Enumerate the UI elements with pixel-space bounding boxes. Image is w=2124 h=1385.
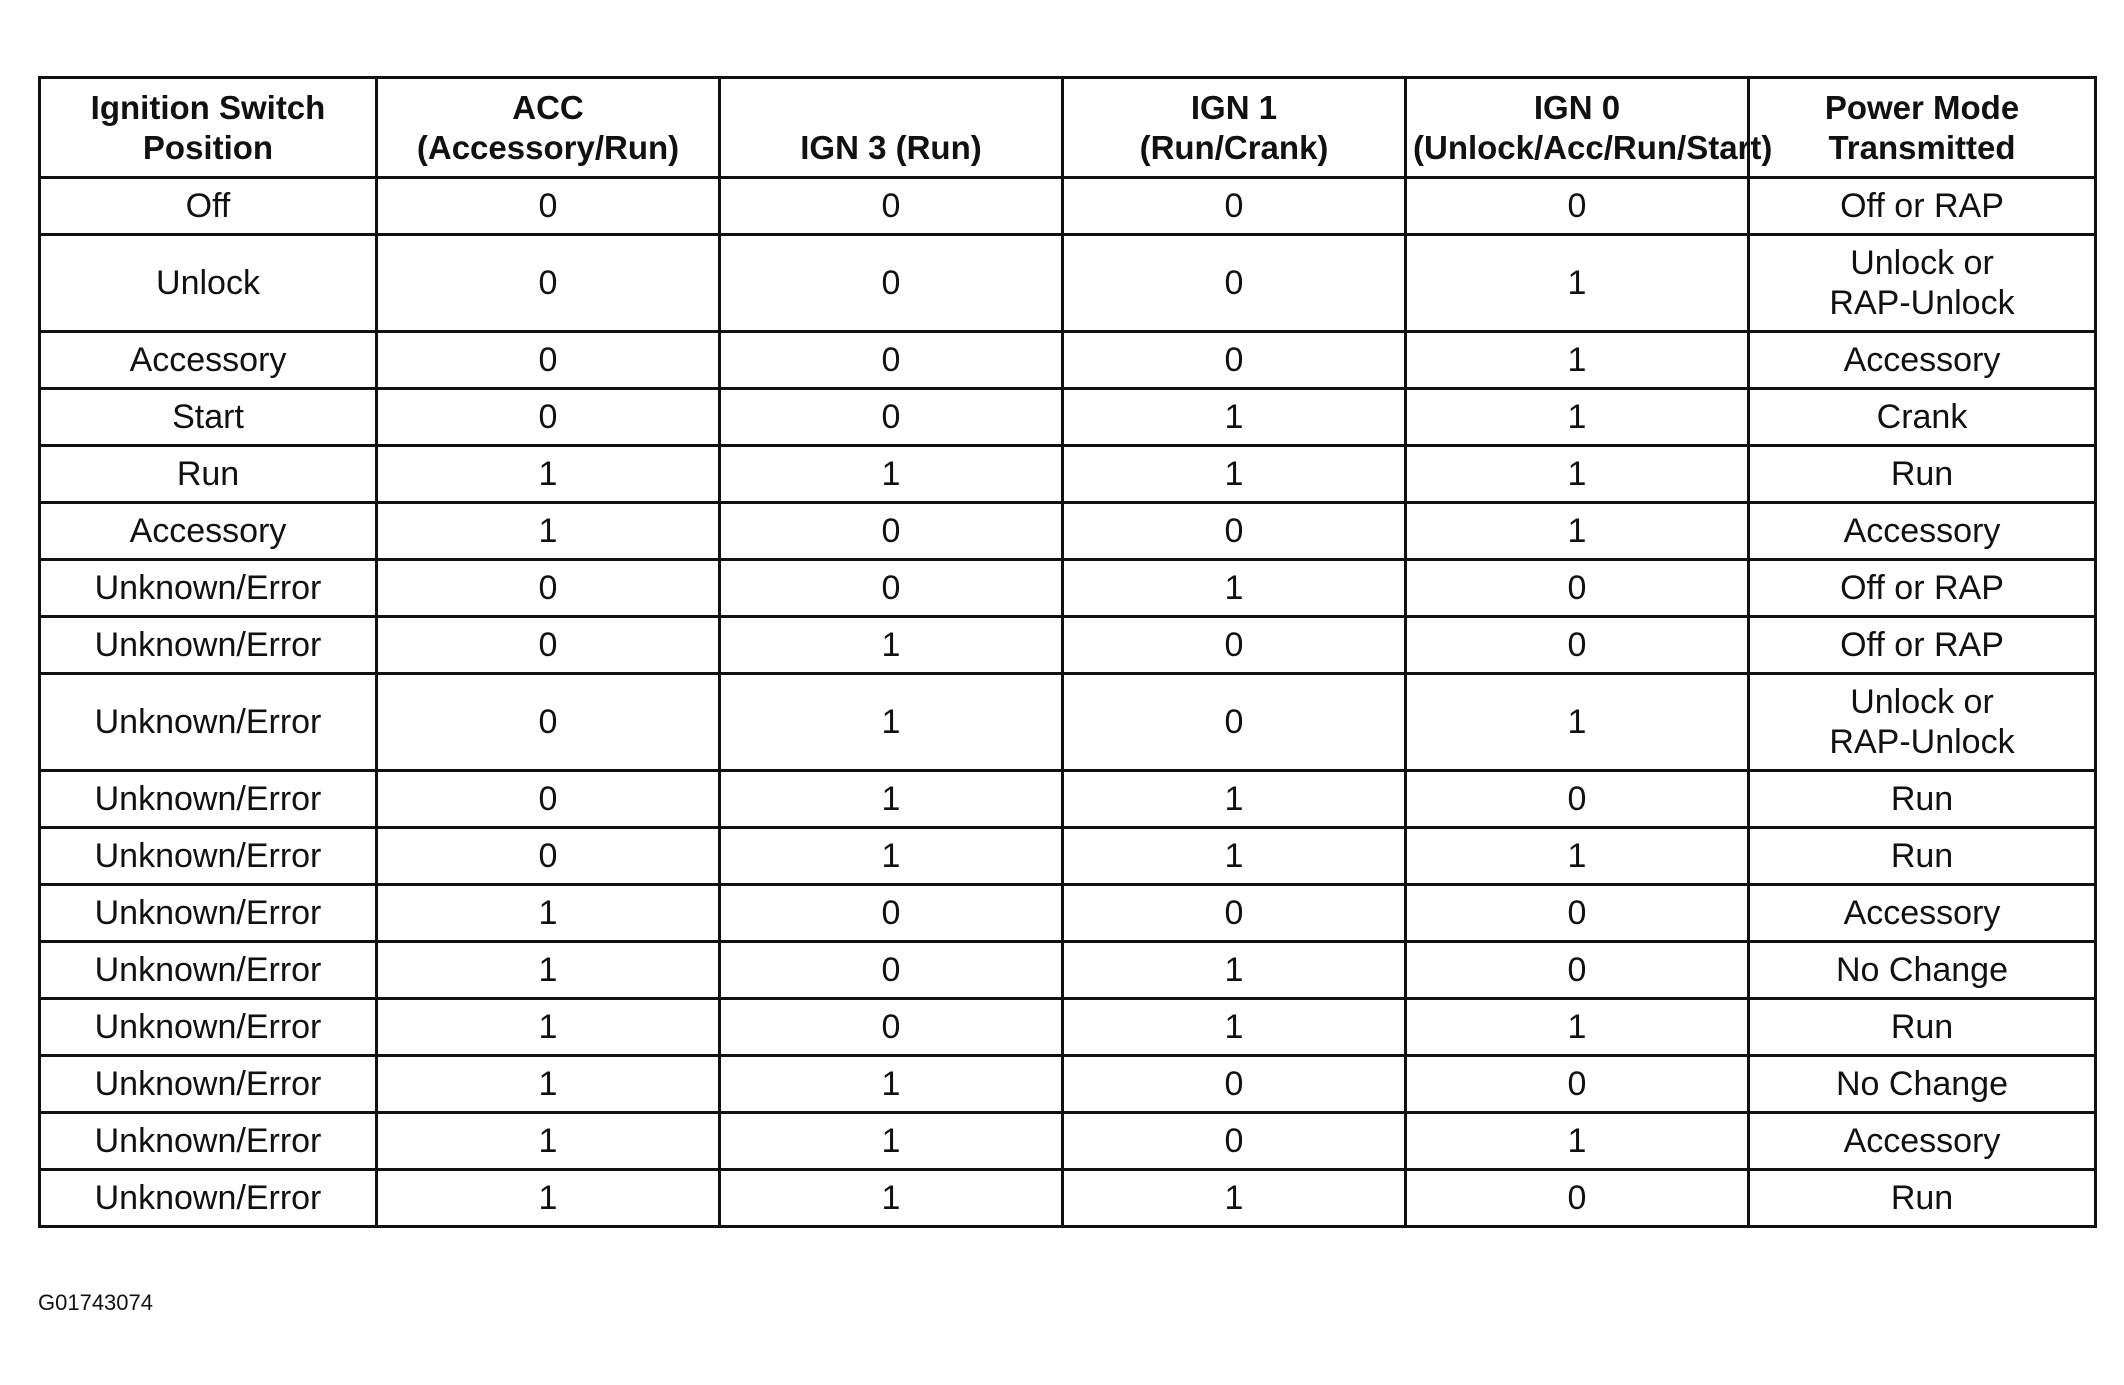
cell-ignition-position: Accessory: [40, 332, 377, 389]
header-power-mode-transmitted: Power Mode Transmitted: [1749, 78, 2096, 178]
cell-ign0: 1: [1406, 332, 1749, 389]
cell-ign1: 0: [1063, 503, 1406, 560]
figure-id: G01743074: [38, 1290, 153, 1315]
cell-ign0: 0: [1406, 617, 1749, 674]
cell-ign1: 0: [1063, 674, 1406, 771]
cell-ignition-position: Accessory: [40, 503, 377, 560]
cell-ign3: 1: [720, 617, 1063, 674]
cell-power-mode: Run: [1749, 999, 2096, 1056]
table-row: [40, 999, 2096, 1056]
table-row: [40, 1113, 2096, 1170]
cell-power-mode: Off or RAP: [1749, 617, 2096, 674]
cell-ign1: 1: [1063, 446, 1406, 503]
cell-acc: 0: [377, 560, 720, 617]
cell-power-mode: Unlock or RAP-Unlock: [1749, 235, 2096, 332]
table-row: [40, 560, 2096, 617]
ignition-power-mode-table: [38, 76, 2097, 1228]
cell-ign1: 0: [1063, 1056, 1406, 1113]
cell-ign3: 0: [720, 999, 1063, 1056]
cell-ign0: 1: [1406, 503, 1749, 560]
cell-ign0: 0: [1406, 178, 1749, 235]
table-row: [40, 332, 2096, 389]
cell-ign1: 0: [1063, 332, 1406, 389]
header-ign3: IGN 3 (Run): [720, 78, 1063, 178]
header-ignition-switch-position: Ignition Switch Position: [40, 78, 377, 178]
cell-ignition-position: Unknown/Error: [40, 560, 377, 617]
cell-acc: 1: [377, 1056, 720, 1113]
table-row: [40, 771, 2096, 828]
cell-ign1: 1: [1063, 828, 1406, 885]
cell-ign1: 0: [1063, 1113, 1406, 1170]
cell-ign3: 0: [720, 503, 1063, 560]
table-header-row: [40, 78, 2096, 178]
cell-acc: 0: [377, 178, 720, 235]
cell-acc: 1: [377, 942, 720, 999]
table-row: [40, 942, 2096, 999]
cell-acc: 1: [377, 885, 720, 942]
cell-ign1: 0: [1063, 178, 1406, 235]
cell-ign1: 1: [1063, 389, 1406, 446]
cell-ignition-position: Unlock: [40, 235, 377, 332]
cell-ignition-position: Off: [40, 178, 377, 235]
cell-ign1: 0: [1063, 885, 1406, 942]
cell-power-mode: No Change: [1749, 1056, 2096, 1113]
cell-power-mode: Accessory: [1749, 885, 2096, 942]
cell-power-mode: Accessory: [1749, 332, 2096, 389]
cell-ign1: 0: [1063, 235, 1406, 332]
cell-acc: 0: [377, 235, 720, 332]
cell-ign3: 0: [720, 560, 1063, 617]
cell-power-mode: Off or RAP: [1749, 560, 2096, 617]
cell-ignition-position: Unknown/Error: [40, 828, 377, 885]
header-ign0: IGN 0 (Unlock/Acc/Run/Start): [1406, 78, 1749, 178]
cell-ignition-position: Unknown/Error: [40, 617, 377, 674]
cell-power-mode: Run: [1749, 1170, 2096, 1227]
cell-ign0: 1: [1406, 674, 1749, 771]
cell-ignition-position: Start: [40, 389, 377, 446]
cell-ign1: 1: [1063, 1170, 1406, 1227]
cell-ign3: 1: [720, 1056, 1063, 1113]
cell-ign0: 1: [1406, 1113, 1749, 1170]
cell-power-mode: Accessory: [1749, 503, 2096, 560]
cell-ign0: 0: [1406, 1056, 1749, 1113]
table-row: [40, 617, 2096, 674]
cell-ign0: 1: [1406, 999, 1749, 1056]
cell-power-mode: Run: [1749, 771, 2096, 828]
cell-ign0: 0: [1406, 942, 1749, 999]
cell-power-mode: No Change: [1749, 942, 2096, 999]
cell-ign3: 0: [720, 942, 1063, 999]
table-row: [40, 235, 2096, 332]
cell-power-mode: Crank: [1749, 389, 2096, 446]
cell-ign1: 1: [1063, 942, 1406, 999]
cell-ign0: 1: [1406, 446, 1749, 503]
table-row: [40, 178, 2096, 235]
table-row: [40, 1056, 2096, 1113]
cell-acc: 0: [377, 617, 720, 674]
cell-ign1: 1: [1063, 771, 1406, 828]
cell-ign1: 1: [1063, 999, 1406, 1056]
table-row: [40, 1170, 2096, 1227]
table-row: [40, 828, 2096, 885]
cell-ignition-position: Run: [40, 446, 377, 503]
table-row: [40, 503, 2096, 560]
cell-ign3: 1: [720, 1170, 1063, 1227]
cell-acc: 0: [377, 332, 720, 389]
cell-acc: 1: [377, 446, 720, 503]
cell-ign3: 1: [720, 446, 1063, 503]
cell-ignition-position: Unknown/Error: [40, 674, 377, 771]
cell-acc: 1: [377, 503, 720, 560]
table-row: [40, 674, 2096, 771]
cell-ignition-position: Unknown/Error: [40, 942, 377, 999]
cell-acc: 1: [377, 1170, 720, 1227]
cell-ignition-position: Unknown/Error: [40, 1170, 377, 1227]
cell-ign0: 1: [1406, 828, 1749, 885]
cell-ignition-position: Unknown/Error: [40, 771, 377, 828]
cell-ign0: 0: [1406, 885, 1749, 942]
cell-ign3: 1: [720, 828, 1063, 885]
cell-ignition-position: Unknown/Error: [40, 999, 377, 1056]
header-acc: ACC (Accessory/Run): [377, 78, 720, 178]
cell-ign3: 1: [720, 674, 1063, 771]
cell-ign0: 0: [1406, 771, 1749, 828]
cell-power-mode: Off or RAP: [1749, 178, 2096, 235]
cell-ign3: 1: [720, 1113, 1063, 1170]
cell-ign3: 0: [720, 235, 1063, 332]
cell-ign3: 0: [720, 178, 1063, 235]
cell-acc: 0: [377, 674, 720, 771]
cell-ign0: 0: [1406, 560, 1749, 617]
cell-ign1: 0: [1063, 617, 1406, 674]
table-row: [40, 389, 2096, 446]
cell-power-mode: Run: [1749, 446, 2096, 503]
cell-power-mode: Run: [1749, 828, 2096, 885]
cell-acc: 1: [377, 999, 720, 1056]
cell-ign3: 0: [720, 885, 1063, 942]
cell-ignition-position: Unknown/Error: [40, 1113, 377, 1170]
cell-acc: 0: [377, 771, 720, 828]
table-row: [40, 885, 2096, 942]
cell-acc: 0: [377, 828, 720, 885]
cell-ign3: 0: [720, 332, 1063, 389]
cell-ign3: 1: [720, 771, 1063, 828]
cell-ignition-position: Unknown/Error: [40, 1056, 377, 1113]
cell-acc: 0: [377, 389, 720, 446]
cell-ignition-position: Unknown/Error: [40, 885, 377, 942]
cell-acc: 1: [377, 1113, 720, 1170]
header-ign1: IGN 1 (Run/Crank): [1063, 78, 1406, 178]
cell-power-mode: Accessory: [1749, 1113, 2096, 1170]
cell-ign1: 1: [1063, 560, 1406, 617]
table-body: [40, 178, 2096, 1227]
cell-ign0: 1: [1406, 235, 1749, 332]
cell-ign0: 0: [1406, 1170, 1749, 1227]
cell-ign0: 1: [1406, 389, 1749, 446]
cell-ign3: 0: [720, 389, 1063, 446]
cell-power-mode: Unlock or RAP-Unlock: [1749, 674, 2096, 771]
table-row: [40, 446, 2096, 503]
